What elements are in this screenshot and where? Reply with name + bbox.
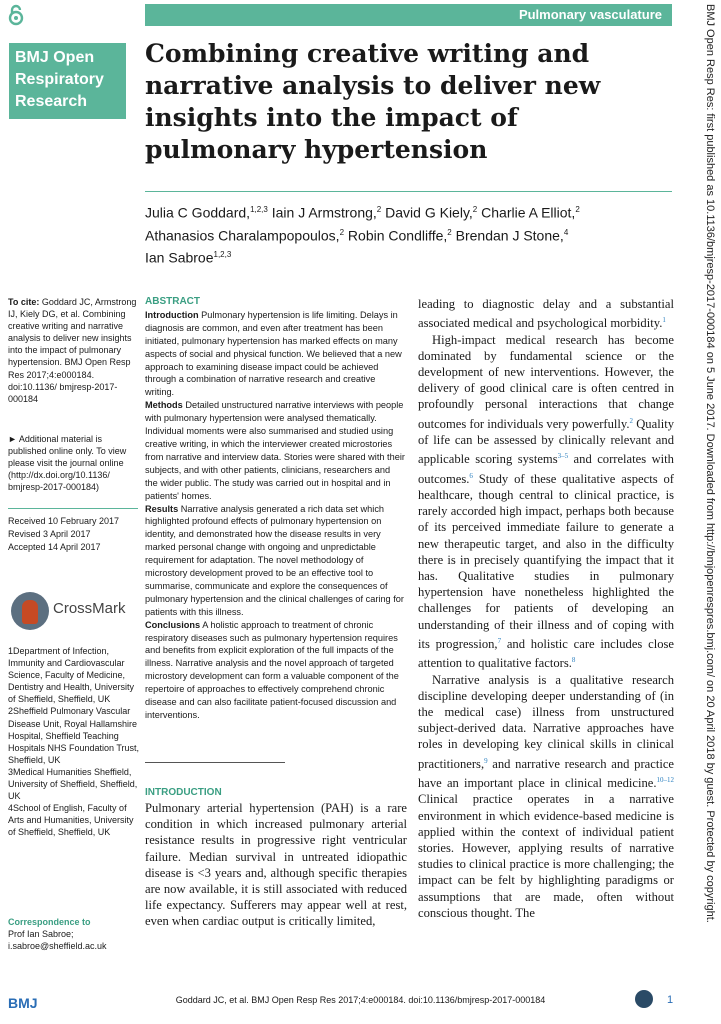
abstract-heading: ABSTRACT: [145, 296, 200, 307]
cite-block: [8, 296, 140, 405]
right-column: [418, 296, 674, 921]
date-revised: Revised 3 April 2017: [8, 529, 91, 539]
vertical-download-note: [701, 4, 719, 1004]
page-number: 1: [667, 994, 674, 1006]
crossmark-label[interactable]: CrossMark: [53, 600, 126, 617]
reference-link[interactable]: 6: [469, 471, 473, 480]
intro-text: Pulmonary arterial hypertension (PAH) is a rare condition in which increased pulmonary arterial resistance results in progressive right ventricular failure. Median survival in untreated idiopathic disease is <3 years and, although specific therapies are now available, it is still associated with reduced life expectancy. Sufferers may appear well at rest, even when cardiac output is critically limited,: [145, 801, 407, 929]
date-accepted: Accepted 14 April 2017: [8, 542, 101, 552]
affiliation-item: 1Department of Infection, Immunity and Cardiovascular Science, Faculty of Medicine, Dentistry and Health, University of Sheffield, Sheffield, UK: [8, 646, 135, 705]
vertical-note-text[interactable]: BMJ Open Resp Res: first published as 10.1136/bmjresp-2017-000184 on 5 June 2017. Downloaded from http://bmjopenrespres.bmj.com/ on 20 April 2018 by guest. Protected by copyright.: [704, 4, 716, 923]
journal-logo: [9, 43, 126, 119]
section-label: Pulmonary vasculature: [518, 7, 662, 22]
journal-logo-line: BMJ Open: [15, 49, 95, 66]
author-list: Julia C Goddard,$^{1,2,3}$ Iain J Armstrong,$^2$ David G Kiely,$^2$ Charlie A Elliot,$^2$ Athanasios Charalampopoulos,$^2$ Robin Condliffe,$^2$ Brendan J Stone,$^4$ Ian Sabroe$^{1,2,3}$: [145, 204, 580, 266]
body-text: Quality of life can be assessed by clinically relevant and applicable scoring systems: [418, 416, 674, 467]
abstract-intro-label: Introduction: [145, 309, 199, 320]
bmj-emblem-icon: [635, 990, 653, 1008]
reference-link[interactable]: 2: [629, 416, 634, 425]
reference-link[interactable]: 1: [662, 316, 666, 325]
affiliation-item: 4School of English, Faculty of Arts and Humanities, University of Sheffield, Sheffield, UK: [8, 803, 134, 838]
dates-block: [8, 515, 140, 554]
correspondence: [8, 916, 140, 952]
body-text: Study of these qualitative aspects of healthcare, though central to clinical practice, is rarely accorded high impact, perhaps both because of its perceived immediate failure to generate a new therapeutic target, and also in the difficulty there is in precisely quantifying the impact that it has. Qualitative studies in pulmonary hypertension have nonetheless highlighted the challenges for patients of developing an understanding of their illness and of coping with its progression,: [418, 471, 674, 651]
cite-label: To cite:: [8, 297, 40, 307]
body-text: Clinical practice operates in a narrative environment in which evidence-based medicine is applied within the context of individual patient stories. However, applying results of narrative studies to clinical practice is more challenging; the impact can be felt by highlighting paradigms or assumptions that are made, often without conscious thought. The: [418, 792, 674, 920]
title-rule: [145, 191, 672, 192]
body-paragraph: [418, 296, 674, 332]
crossmark-bookmark-icon: [22, 600, 38, 624]
abstract-conclusions: A holistic approach to treatment of chronic respiratory diseases such as pulmonary hypertension requires and benefits from explicit exploration of the full impacts of the illness. Narrative analysis and the novel approach of targeted microstory development can form a valuable component of the repertoire of approaches to effectively comprehend chronic disease and can also facilitate patient-focused discussion and interventions.: [145, 619, 399, 720]
bmj-logo: BMJ: [8, 995, 38, 1011]
sidebar-rule: [8, 508, 138, 509]
abstract-rule: [145, 762, 285, 763]
introduction-heading: INTRODUCTION: [145, 787, 222, 798]
abstract-results-label: Results: [145, 503, 179, 514]
article-title: Combining creative writing and narrative analysis to deliver new insights into the impact of pulmonary hypertension: [145, 39, 601, 164]
body-text: High-impact medical research has become dominated by fundamental science or the development of new interventions. However, the delivery of good clinical care is often centred in profoundly personal interactions that change outcomes for individuals very powerfully.: [418, 332, 674, 431]
open-access-icon: [6, 4, 26, 26]
affiliations: [8, 645, 140, 839]
cite-text: Goddard JC, Armstrong IJ, Kiely DG, et al. Combining creative writing and narrative analysis to deliver new insights into the impact of pulmonary hypertension. BMJ Open Resp Res 2017;4:e000184. doi:10.1136/ bmjresp-2017-000184: [8, 297, 137, 404]
reference-link[interactable]: 7: [497, 636, 502, 645]
correspondence-label: Correspondence to: [8, 917, 91, 927]
body-text: Narrative analysis is a qualitative research discipline developing deeper understanding of (in the medical case) illness from unstructured subject-derived data. Narrative approaches have roles in developing key clinical skills in clinical practitioners,: [418, 672, 674, 771]
affiliation-item: 3Medical Humanities Sheffield, University of Sheffield, Sheffield, UK: [8, 766, 138, 802]
journal-logo-line: Respiratory: [15, 71, 104, 88]
abstract: [145, 296, 405, 722]
body-text: and holistic care includes close attention to qualitative factors.: [418, 637, 674, 671]
abstract-results: Narrative analysis generated a rich data set which highlighted profound effects of pulmonary hypertension on identity, and demonstrated how the disease results in very marked personal change with ongoing and unpredictable requirement for adaptation. The novel methodology of microstory development proved to be an effective tool to summarise, communicate and explore the consequences of pulmonary hypertension and the clinical challenges of caring for patients with this illness.: [145, 503, 404, 617]
abstract-conclusions-label: Conclusions: [145, 619, 201, 630]
footer-citation: Goddard JC, et al. BMJ Open Resp Res 2017;4:e000184. doi:10.1136/bmjresp-2017-000184: [175, 995, 546, 1005]
correspondence-text: Prof Ian Sabroe; i.sabroe@sheffield.ac.uk: [8, 929, 107, 952]
reference-link[interactable]: 9: [484, 756, 488, 765]
abstract-methods-label: Methods: [145, 400, 183, 411]
body-text: and correlates with outcomes.: [418, 452, 674, 486]
body-paragraph: [418, 672, 674, 921]
body-text: leading to diagnostic delay and a substantial associated medical and psychological morbidity.: [418, 297, 674, 331]
journal-logo-line: Research: [15, 93, 88, 110]
reference-link[interactable]: 3–5: [557, 452, 569, 461]
date-received: Received 10 February 2017: [8, 516, 120, 526]
reference-link[interactable]: 8: [571, 656, 576, 665]
abstract-methods: Detailed unstructured narrative interviews with people with pulmonary hypertension were analysed thematically. Individual moments were also summarised and studied using creative writing, in which the interviewer created microstories from narrative and interview data. Stories were shared with their subjects, and with other patients, clinicians, researchers and the wider public. The study was carried out in hospital and in patients' homes.: [145, 400, 405, 501]
reference-link[interactable]: 10–12: [656, 776, 674, 784]
introduction-paragraph: [145, 800, 407, 930]
additional-material: ► Additional material is published online only. To view please visit the journal online (http://dx.doi.org/10.1136/ bmjresp-2017-000184): [8, 434, 127, 493]
body-text: and narrative research and practice have an important place in clinical medicine.: [418, 756, 674, 791]
section-banner: [145, 4, 672, 26]
abstract-intro: Pulmonary hypertension is life limiting. Delays in diagnosis are common, and even after treatment has been initiated, pulmonary hypertension has marked effects on many aspects of social and physical function. We believed that a new approach to examining disease impact could be achieved through a combination of narrative research and creative writing.: [145, 309, 402, 398]
affiliation-item: 2Sheffield Pulmonary Vascular Disease Unit, Royal Hallamshire Hospital, Sheffield Teaching Hospitals NHS Foundation Trust, Sheffield, UK: [8, 706, 140, 765]
body-paragraph: [418, 332, 674, 672]
